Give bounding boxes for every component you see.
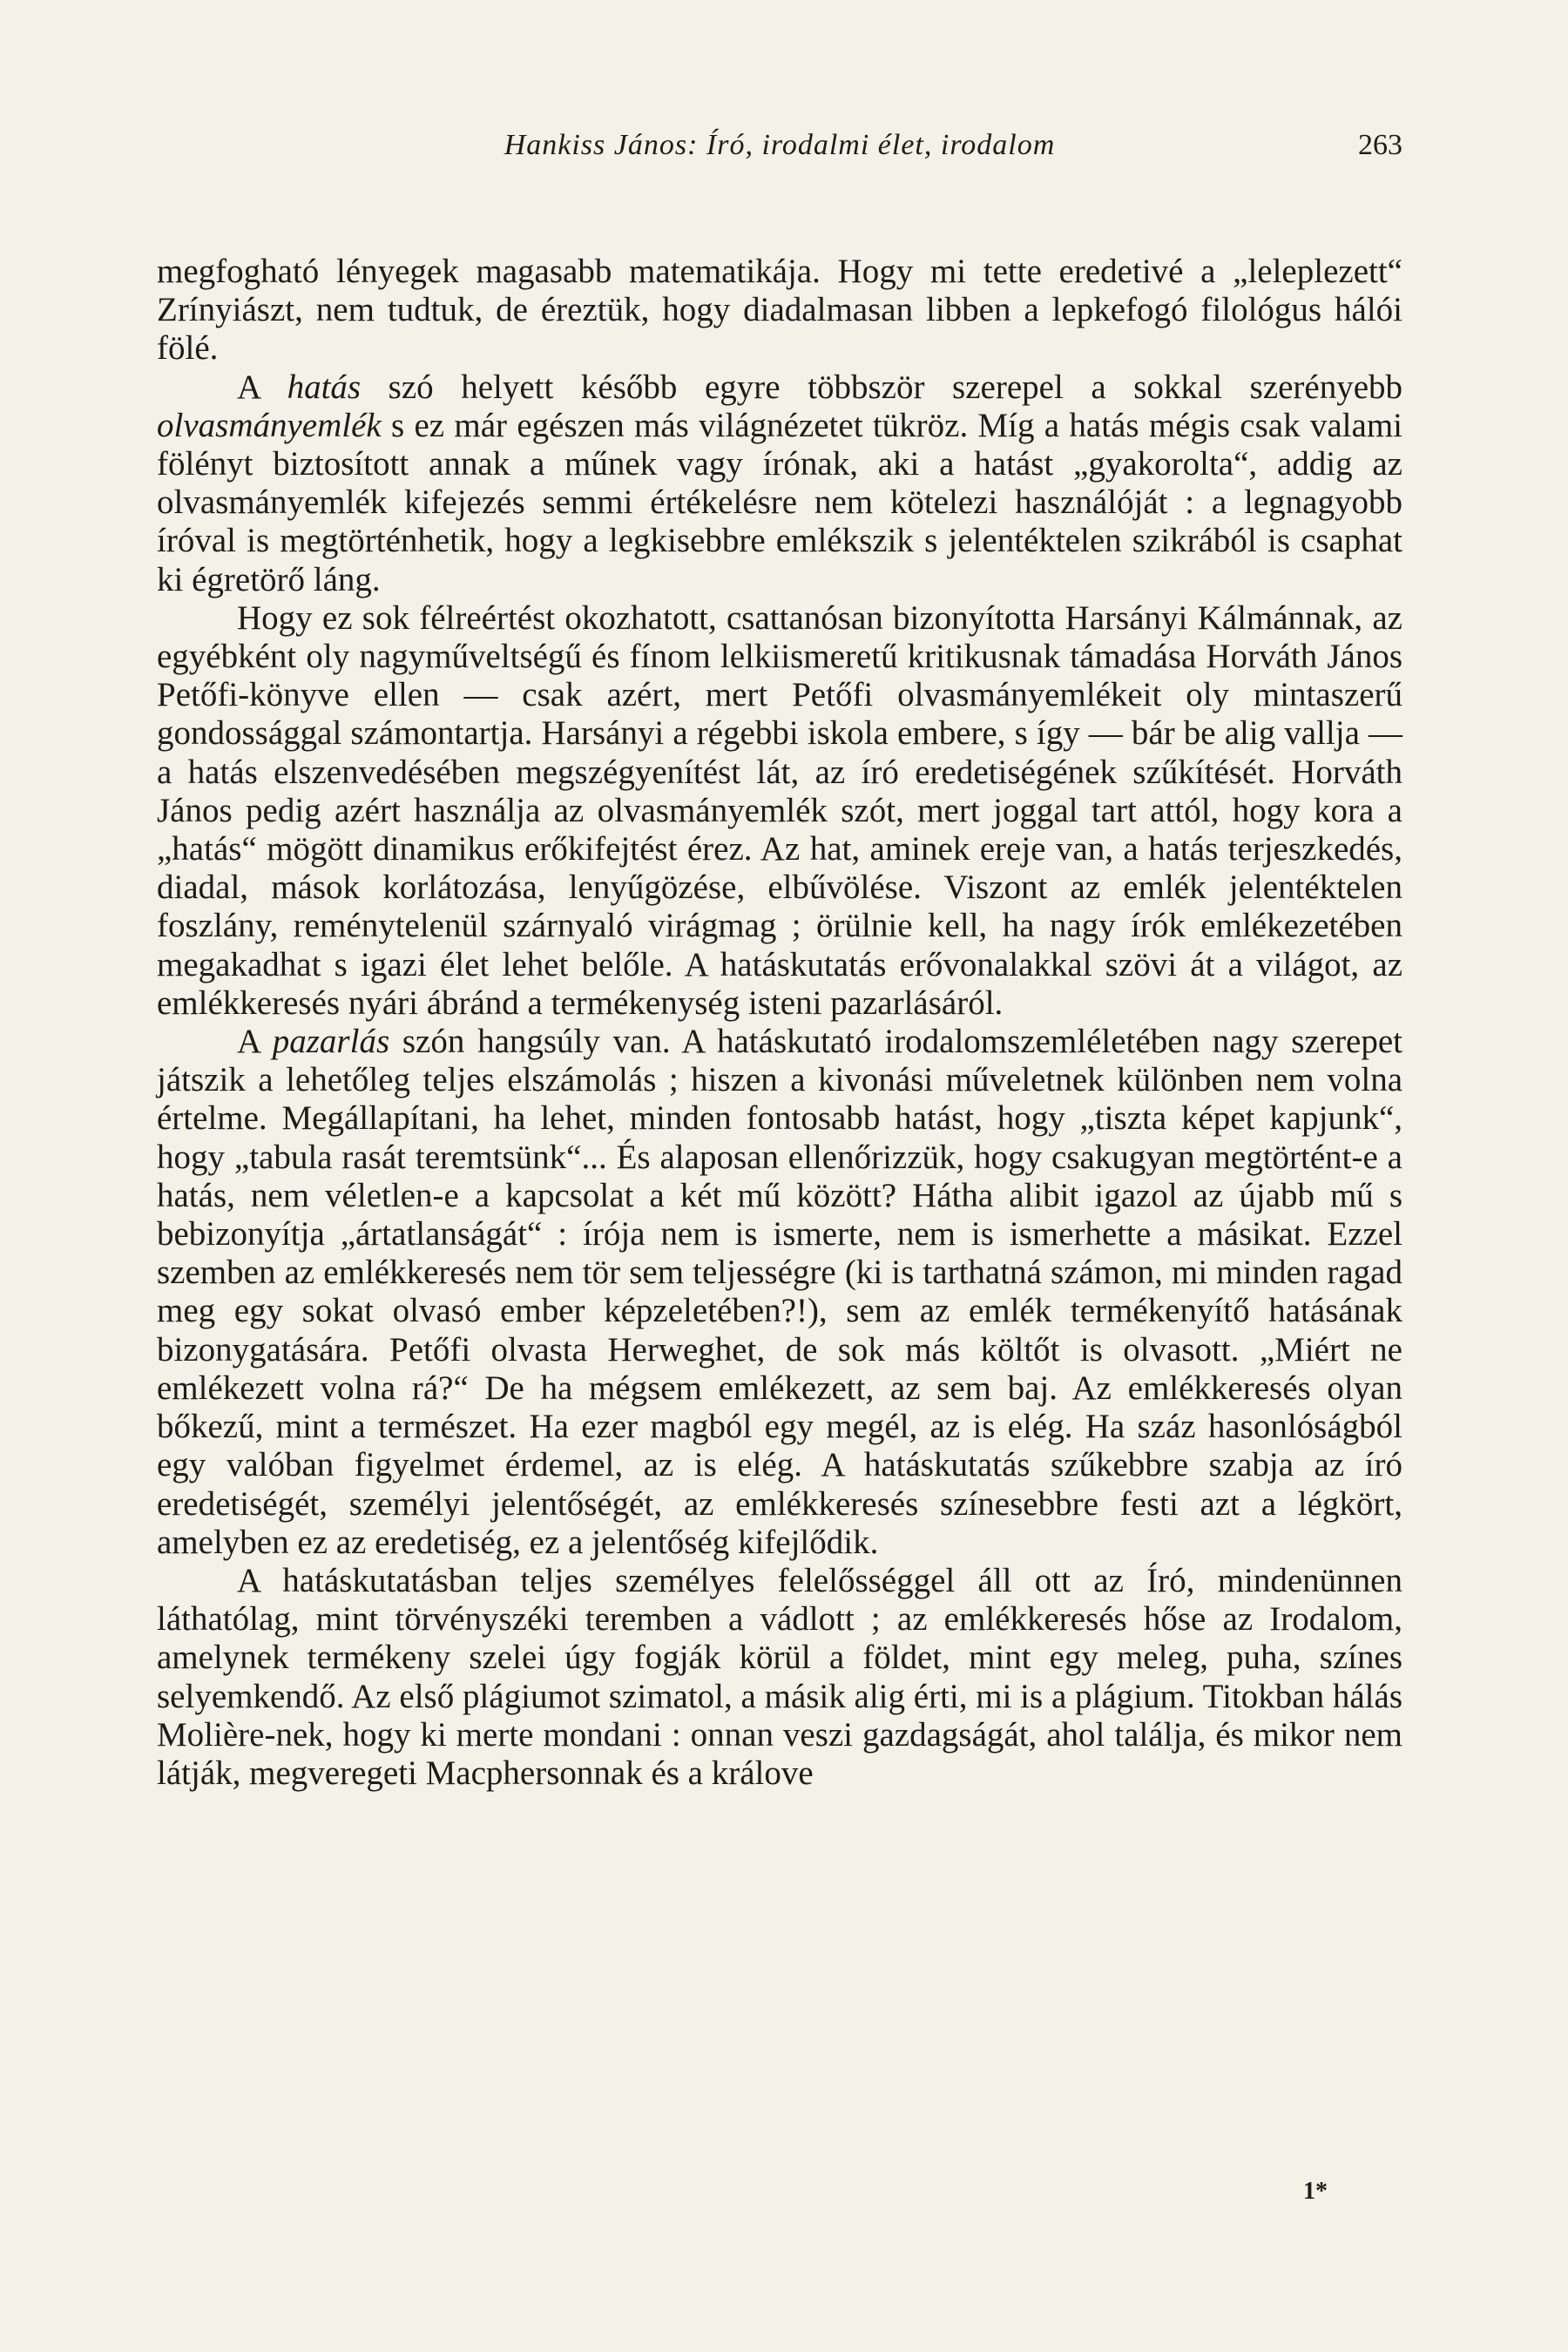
paragraph xyxy=(157,1562,1402,1793)
running-head xyxy=(157,129,1402,172)
text-run: szó helyett később egyre többször szerepel a sokkal szerényebb xyxy=(361,368,1403,406)
paragraph xyxy=(157,253,1402,368)
body-text xyxy=(157,253,1402,1793)
paragraph xyxy=(157,599,1402,1023)
italic-term: hatás xyxy=(287,368,362,406)
text-run: Hogy ez sok félreértést okozhatott, csattanósan bizonyította Harsányi Kálmánnak, az egyébként oly nagyműveltségű és fínom lelkiismeretű kritikusnak támadása Horváth János Petőfi-könyve ellen — csak azért, mert Petőfi olvasmányemlékeit oly mintaszerű gondossággal számontartja. Harsányi a régebbi iskola embere, s így — bár be alig vallja — a hatás elszenvedésében megszégyenítést lát, az író eredetiségének szűkítését. Horváth János pedig azért használja az olvasmányemlék szót, mert joggal tart attól, hogy kora a „hatás“ mögött dinamikus erőkifejtést érez. Az hat, aminek ereje van, a hatás terjeszkedés, diadal, mások korlátozása, lenyűgözése, elbűvölése. Viszont az emlék jelentéktelen foszlány, reménytelenül szárnyaló virágmag ; örülnie kell, ha nagy írók emlékezetében megakadhat s igazi élet lehet belőle. A hatáskutatás erővonalakkal szövi át a világot, az emlékkeresés nyári ábránd a termékenység isteni pazarlásáról. xyxy=(157,598,1402,1022)
text-run: megfogható lényegek magasabb matematikája. Hogy mi tette eredetivé a „leleplezett“ Zrínyiászt, nem tudtuk, de éreztük, hogy diadalmasan libben a lepkefogó filológus hálói fölé. xyxy=(157,253,1402,368)
italic-term: olvasmányemlék xyxy=(157,406,382,444)
page-number: 263 xyxy=(1358,129,1402,161)
text-run: A xyxy=(237,1023,273,1061)
italic-term: pazarlás xyxy=(272,1023,390,1061)
text-run: s ez már egészen más világnézetet tükröz. Míg a hatás mégis csak valami fölényt biztosított annak a műnek vagy írónak, aki a hatást „gyakorolta“, addig az olvasmányemlék kifejezés semmi értékelésre nem kötelezi használóját : a legnagyobb íróval is megtörténhetik, hogy a legkisebbre emlékszik s jelentéktelen szikrából is csaphat ki égretörő láng. xyxy=(157,406,1402,598)
signature-mark: 1* xyxy=(1303,2178,1328,2205)
text-run: A xyxy=(237,368,287,406)
paragraph xyxy=(157,1023,1402,1562)
paragraph xyxy=(157,368,1402,599)
text-run: A hatáskutatásban teljes személyes felelősséggel áll ott az Író, mindenünnen láthatólag, mint törvényszéki teremben a vádlott ; az emlékkeresés hőse az Irodalom, amelynek termékeny szelei úgy fogják körül a földet, mint egy meleg, puha, színes selyemkendő. Az első plágiumot szimatol, a másik alig érti, mi is a plágium. Titokban hálás Molière-nek, hogy ki merte mondani : onnan veszi gazdagságát, ahol találja, és mikor nem látják, megveregeti Macphersonnak és a králove xyxy=(157,1561,1402,1792)
running-title: Hankiss János: Író, irodalmi élet, irodalom xyxy=(504,129,1056,161)
text-run: szón hangsúly van. A hatáskutató irodalomszemléletében nagy szerepet játszik a lehetőleg teljes elszámolás ; hiszen a kivonási műveletnek különben nem volna értelme. Megállapítani, ha lehet, minden fontosabb hatást, hogy „tiszta képet kapjunk“, hogy „tabula rasát teremtsünk“... És alaposan ellenőrizzük, hogy csakugyan megtörtént-e a hatás, nem véletlen-e a kapcsolat a két mű között? Hátha alibit igazol az újabb mű s bebizonyítja „ártatlanságát“ : írója nem is ismerte, nem is ismerhette a másikat. Ezzel szemben az emlékkeresés nem tör sem teljességre (ki is tarthatná számon, mi minden ragad meg egy sokat olvasó ember képzeletében?!), sem az emlék termékenyítő hatásának bizonygatására. Petőfi olvasta Herweghet, de sok más költőt is olvasott. „Miért ne emlékezett volna rá?“ De ha mégsem emlékezett, az sem baj. Az emlékkeresés olyan bőkezű, mint a természet. Ha ezer magból egy megél, az is elég. Ha száz hasonlóságból egy valóban figyelmet érdemel, az is elég. A hatáskutatás szűkebbre szabja az író eredetiségét, személyi jelentőségét, az emlékkeresés színesebbre festi azt a légkört, amelyben ez az eredetiség, ez a jelentőség kifejlődik. xyxy=(157,1023,1403,1561)
